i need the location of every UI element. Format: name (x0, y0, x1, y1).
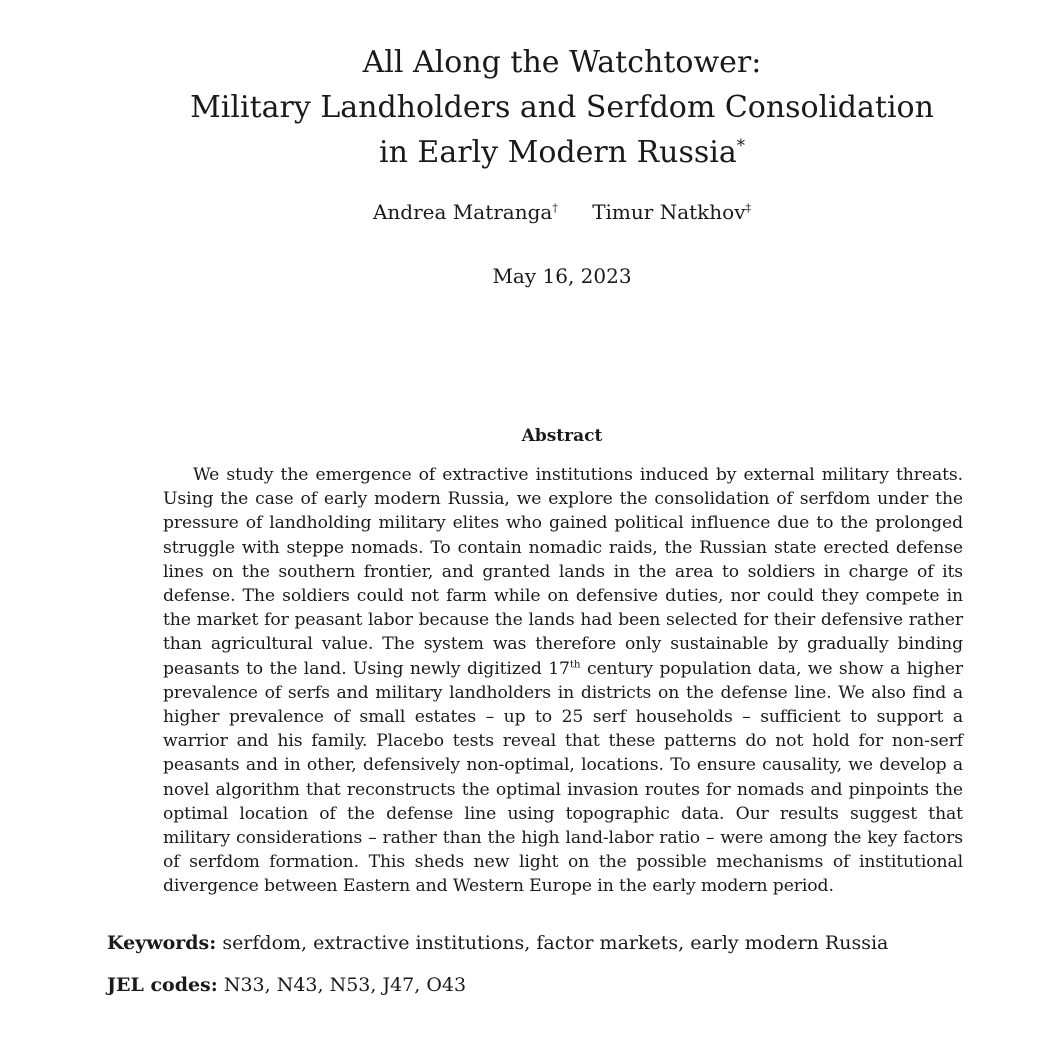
title-line-3-text: in Early Modern Russia (378, 135, 737, 170)
keywords-label: Keywords: (107, 932, 217, 954)
author-2-name: Timur Natkhov (592, 200, 746, 224)
abstract-superscript: th (569, 657, 581, 670)
abstract-body (163, 463, 963, 899)
publication-date: May 16, 2023 (492, 264, 632, 288)
author-1-footnote-mark: † (552, 201, 558, 215)
paper-title (0, 40, 1064, 175)
title-line-3 (0, 130, 1064, 175)
title-line-1: All Along the Watchtower: (362, 45, 762, 80)
keywords-line (107, 930, 888, 956)
jel-codes-line (107, 972, 466, 998)
abstract-text-part-1: We study the emergence of extractive institutions induced by external military threats. Using the case of early modern Russia, we explore the consolidation of serfdom under the pressure of landholding military elites who gained political influence due to the prolonged struggle with steppe nomads. To contain nomadic raids, the Russian state erected defense lines on the southern frontier, and granted lands in the area to soldiers in charge of its defense. The soldiers could not farm while on defensive duties, nor could they compete in the market for peasant labor because the lands had been selected for their defensive rather than agricultural value. The system was therefore only sustainable by gradually binding peasants to the land. Using newly digitized 17 (163, 465, 963, 679)
author-2 (592, 198, 751, 226)
jel-codes-value: N33, N43, N53, J47, O43 (223, 974, 467, 996)
title-line-2: Military Landholders and Serfdom Consolidation (190, 90, 934, 125)
keywords-value: serfdom, extractive institutions, factor markets, early modern Russia (222, 932, 889, 954)
author-2-footnote-mark: ‡ (745, 201, 751, 215)
title-footnote-mark: * (736, 136, 746, 155)
author-1 (373, 198, 558, 226)
jel-codes-label: JEL codes: (107, 974, 218, 996)
abstract-heading: Abstract (521, 426, 603, 446)
author-1-name: Andrea Matranga (372, 200, 553, 224)
abstract-text-part-2: century population data, we show a higher prevalence of serfs and military landholders in districts on the defense line. We also find a higher prevalence of small estates – up to 25 serf households – sufficient to support a warrior and his family. Placebo tests reveal that these patterns do not hold for non-serf peasants and in other, defensively non-optimal, locations. To ensure causality, we develop a novel algorithm that reconstructs the optimal invasion routes for nomads and pinpoints the optimal location of the defense line using topographic data. Our results suggest that military considerations – rather than the high land-labor ratio – were among the key factors of serfdom formation. This sheds new light on the possible mechanisms of institutional divergence between Eastern and Western Europe in the early modern period. (163, 658, 963, 897)
author-list (0, 198, 1064, 226)
